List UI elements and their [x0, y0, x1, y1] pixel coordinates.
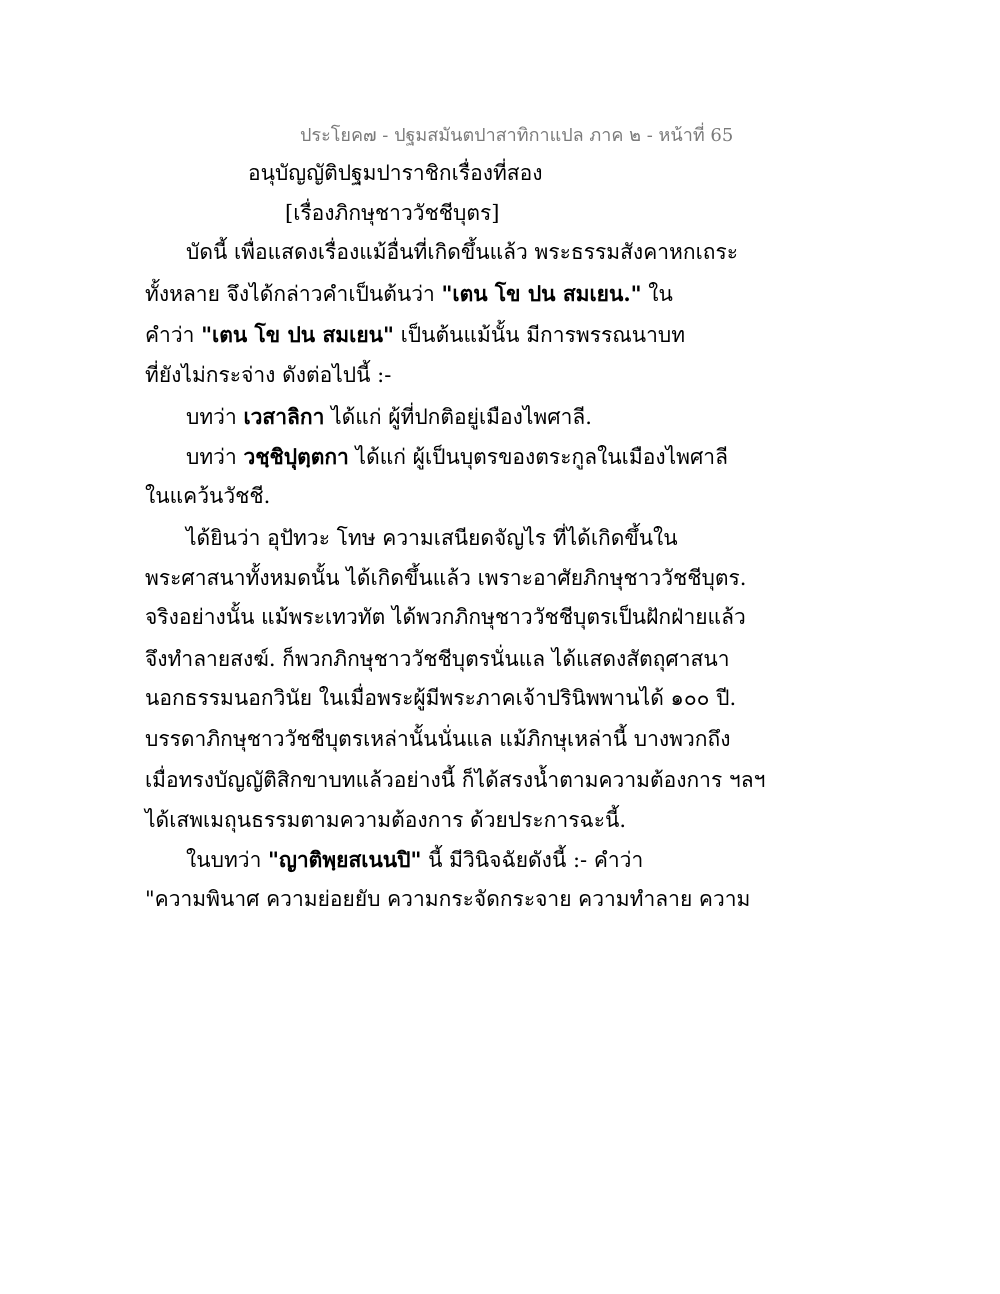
pali-term: "เตน โข ปน สมเยน."	[441, 281, 642, 306]
body-line-8: ได้ยินว่า อุปัทวะ โทษ ความเสนียดจัญไร ที่ได้เกิดขึ้นใน	[186, 526, 678, 550]
pali-term: "ญาติพฺยสเนนปิ"	[268, 847, 422, 872]
body-line-12: นอกธรรมนอกวินัย ในเมื่อพระผู้มีพระภาคเจ้าปรินิพพานได้ ๑๐๐ ปี.	[145, 686, 737, 710]
body-line-9: พระศาสนาทั้งหมดนั้น ได้เกิดขึ้นแล้ว เพราะอาศัยภิกษุชาววัชชีบุตร.	[145, 566, 747, 590]
body-line-13: บรรดาภิกษุชาววัชชีบุตรเหล่านั้นนั่นแล แม้ภิกษุเหล่านี้ บางพวกถึง	[145, 727, 731, 751]
body-line-7: ในแคว้นวัชชี.	[145, 484, 271, 508]
body-line-6	[186, 442, 728, 472]
body-text: คำว่า	[145, 323, 202, 347]
body-line-5	[186, 402, 592, 432]
pali-term: วชฺชิปุตฺตกา	[243, 444, 349, 469]
body-text: ใน	[641, 282, 673, 306]
body-text: ในบทว่า	[186, 848, 269, 872]
pali-term: "เตน โข ปน สมเยน"	[201, 322, 394, 347]
body-text: ได้แก่ ผู้ที่ปกติอยู่เมืองไพศาลี.	[324, 405, 592, 429]
body-line-11: จึงทำลายสงฆ์. ก็พวกภิกษุชาววัชชีบุตรนั่นแล ได้แสดงสัตถุศาสนา	[145, 647, 730, 671]
section-title: อนุบัญญัติปฐมปาราชิกเรื่องที่สอง	[248, 161, 543, 185]
pali-term: เวสาลิกา	[243, 404, 325, 429]
body-text: เป็นต้นแม้นั้น มีการพรรณนาบท	[393, 323, 686, 347]
body-line-15: ได้เสพเมถุนธรรมตามความต้องการ ด้วยประการฉะนี้.	[145, 808, 627, 832]
body-line-16	[186, 845, 643, 875]
body-line-10: จริงอย่างนั้น แม้พระเทวทัต ได้พวกภิกษุชาววัชชีบุตรเป็นฝักฝ่ายแล้ว	[145, 605, 746, 629]
section-subtitle: [เรื่องภิกษุชาววัชชีบุตร]	[285, 201, 500, 225]
body-line-17: "ความพินาศ ความย่อยยับ ความกระจัดกระจาย ความทำลาย ความ	[145, 887, 751, 911]
running-header: ประโยค๗ - ปฐมสมันตปาสาทิกาแปล ภาค ๒ - หน้าที่ 65	[300, 125, 734, 146]
body-text: ทั้งหลาย จึงได้กล่าวคำเป็นต้นว่า	[145, 282, 442, 306]
body-line-2	[145, 279, 673, 309]
body-text: บทว่า	[186, 405, 244, 429]
body-line-4: ที่ยังไม่กระจ่าง ดังต่อไปนี้ :-	[145, 363, 392, 387]
body-text: ได้แก่ ผู้เป็นบุตรของตระกูลในเมืองไพศาลี	[348, 445, 728, 469]
body-text: นี้ มีวินิจฉัยดังนี้ :- คำว่า	[421, 848, 644, 872]
body-line-1: บัดนี้ เพื่อแสดงเรื่องแม้อื่นที่เกิดขึ้นแล้ว พระธรรมสังคาหกเถระ	[186, 240, 739, 264]
body-line-3	[145, 320, 685, 350]
body-line-14: เมื่อทรงบัญญัติสิกขาบทแล้วอย่างนี้ ก็ได้สรงน้ำตามความต้องการ ฯลฯ	[145, 768, 766, 792]
body-text: บทว่า	[186, 445, 244, 469]
